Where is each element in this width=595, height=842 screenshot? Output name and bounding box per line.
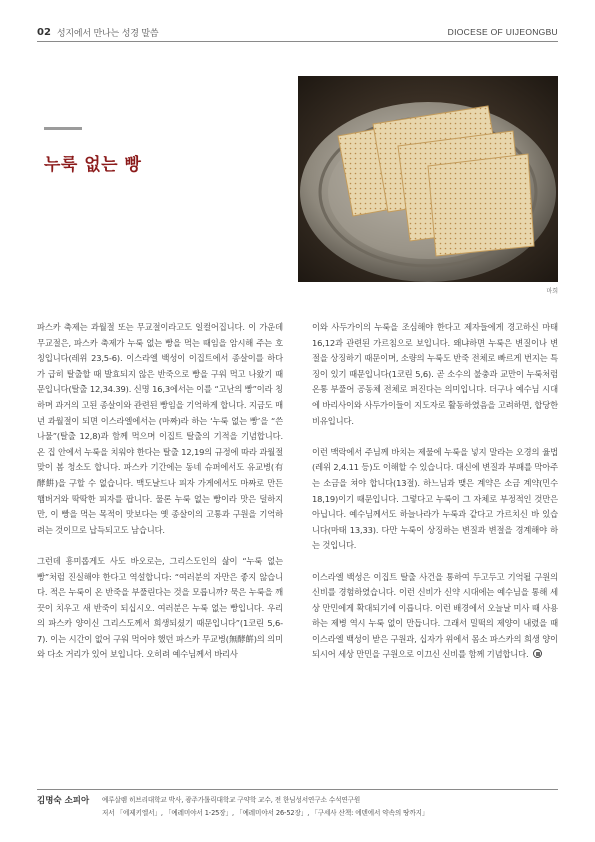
- header-left: [37, 26, 158, 39]
- page-number: 02: [37, 26, 51, 38]
- author-bio-line: 저서 「에제키엘서」, 「예레미야서 1-25장」, 「예레미야서 26-52장」, 「구세사 산책: 에덴에서 약속의 땅까지」: [102, 808, 429, 817]
- article-title: 누룩 없는 빵: [44, 155, 142, 175]
- publication-name: DIOCESE OF UIJEONGBU: [447, 27, 558, 37]
- end-mark-icon: [533, 649, 542, 658]
- author-bio-line: 예루살렘 히브리대학교 박사, 광주가톨릭대학교 구약학 교수, 전 한님성서연구소 수석연구원: [102, 796, 361, 804]
- header-divider: [37, 41, 558, 42]
- photo-credit: 마희: [546, 288, 558, 295]
- paragraph-final: [312, 570, 558, 664]
- paragraph: 이런 맥락에서 주님께 바치는 제물에 누룩을 넣지 말라는 오경의 율법(레위 2,4.11 등)도 이해할 수 있습니다. 대신에 변질과 부패를 막아주는 소금을 쳐야 합니다(13절). 하느님과 맺은 계약은 소금 계약(민수 18,19)이기 때문입니다. 그렇다고 누룩이 그 자체로 부정적인 것만은 아닙니다. 예수님께서도 하늘나라가 누룩과 같다고 가르치신 바 있습니다(마태 13,33). 다만 누룩이 상징하는 변질과 변절을 경계해야 하는 것입니다.: [312, 446, 558, 551]
- article-column-right: [312, 320, 558, 663]
- author-bio: [102, 794, 428, 819]
- matzah-plate-photo: [298, 76, 558, 282]
- paragraph: 이와 사두가이의 누룩을 조심해야 한다고 제자들에게 경고하신 마태 16,12과 관련된 가르침으로 보입니다. 왜냐하면 누룩은 변질이나 변절을 상징하기 때문이며, 소량의 누룩도 반죽 전체로 빠르게 번지는 특징이 있기 때문입니다(1코린 5,6). 곧 소수의 불충과 교만이 누룩처럼 온통 부풀어 공동체 전체로 퍼진다는 의미입니다. 더구나 예수님 시대에 바리사이와 사두가이들이 지도자로 활동하였음을 고려하면, 합당한 비유입니다.: [312, 322, 558, 426]
- section-title: 성지에서 만나는 성경 말씀: [56, 28, 159, 39]
- article-column-left: [37, 320, 283, 663]
- paragraph: 그런데 흥미롭게도 사도 바오로는, 그리스도인의 삶이 “누룩 없는 빵”처럼 진실해야 한다고 역설합니다: “여러분의 자만은 좋지 않습니다. 적은 누룩이 온 반죽을 부풀린다는 것을 모릅니까? 묵은 누룩을 깨끗이 치우고 새 반죽이 되십시오. 여러분은 누룩 없는 빵입니다. 우리의 파스카 양이신 그리스도께서 희생되셨기 때문입니다”(1코린 5,6-7). 이는 시간이 없어 구워 먹어야 했던 파스카 무교병(無酵餠)의 의미와 다소 거리가 있어 보입니다. 오히려 예수님께서 바리사: [37, 555, 283, 660]
- author-name: 김명숙 소피아: [37, 796, 90, 806]
- paragraph-text: 이스라엘 백성은 이집트 탈출 사건을 통하여 두고두고 기억될 구원의 신비를 경험하였습니다. 이런 신비가 신약 시대에는 예수님을 통해 세상 만민에게 확대되기에 이릅니다. 이런 배경에서 오늘날 미사 때 사용하는 제병 역시 누룩 없이 만듭니다. 그래서 밀떡의 제양이 내렸을 때 이스라엘 백성이 받은 구원과, 십자가 위에서 몸소 파스카의 희생 양이 되시어 세상 만민을 구원으로 이끄신 신비를 함께 기념합니다.: [312, 571, 558, 660]
- title-accent-bar: [44, 127, 82, 130]
- page-header: [37, 24, 558, 40]
- paragraph: 파스카 축제는 과월절 또는 무교절이라고도 일컬어집니다. 이 가운데 무교절은, 파스카 축제가 누룩 없는 빵을 먹는 때임을 암시해 주는 호칭입니다(레위 23,5-6). 이스라엘 백성이 이집트에서 종살이를 하다가 급히 탈출할 때 발효되지 않은 반죽으로 빵을 구워 먹고 나왔기 때문입니다(탈출 12,34.39). 신명 16,3에서는 이를 “고난의 빵”이라 칭하며 과거의 고된 종살이와 관련된 빵임을 기억하게 합니다. 지금도 매년 과월절이 되면 이스라엘에서는 (마짜)라 하는 ‘누룩 없는 빵’을 “쓴나물”(탈출 12,8)과 함께 먹으며 이집트 탈출의 기적을 기념합니다. 온 집 안에서 누룩을 치워야 한다는 탈출 12,19의 규정에 따라 과월절맞이 봄 청소도 합니다. 파스카 기간에는 동네 슈퍼에서도 유교병(有酵餠)을 구할 수 없습니다. 맥도날드나 피자 가게에서도 마짜로 만든 햄버거와 딱딱한 피자를 팝니다. 물론 누룩 없는 빵이라 맛은 덜하지만, 이 빵을 먹는 목적이 맛보다는 옛 종살이의 고통과 구원을 기억하려는 것이므로 납득되고도 남습니다.: [37, 322, 283, 535]
- footer-divider: [37, 789, 558, 790]
